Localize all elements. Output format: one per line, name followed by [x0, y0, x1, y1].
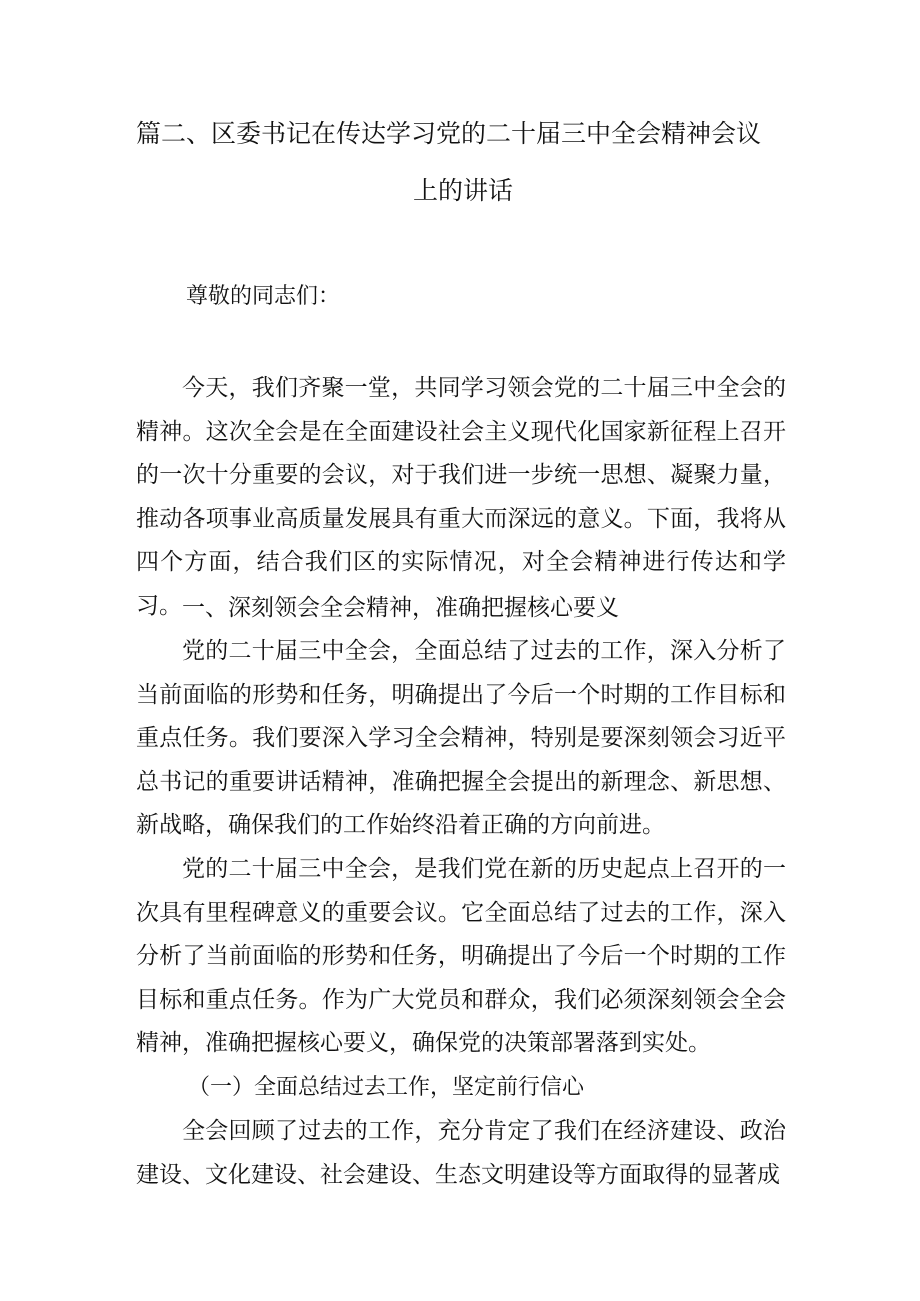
paragraph-section-1a: 党的二十届三中全会，全面总结了过去的工作，深入分析了当前面临的形势和任务，明确提出了今后一个时期的工作目标和重点任务。我们要深入学习全会精神，特别是要深刻领会习近平总书记的重要讲话精神，准确把握全会提出的新理念、新思想、新战略，确保我们的工作始终沿着正确的方向前进。 — [136, 638, 786, 838]
document-title-line-2: 上的讲话 — [413, 176, 514, 205]
paragraph-section-1b: 党的二十届三中全会，是我们党在新的历史起点上召开的一次具有里程碑意义的重要会议。它全面总结了过去的工作，深入分析了当前面临的形势和任务，明确提出了今后一个时期的工作目标和重点任务。作为广大党员和群众，我们必须深刻领会全会精神，准确把握核心要义，确保党的决策部署落到实处。 — [136, 856, 786, 1056]
salutation: 尊敬的同志们： — [186, 284, 341, 309]
document-title-line-1: 篇二、区委书记在传达学习党的二十届三中全会精神会议 — [136, 119, 762, 148]
subsection-heading-1: （一）全面总结过去工作，坚定前行信心 — [188, 1075, 585, 1100]
paragraph-subsection-1: 全会回顾了过去的工作，充分肯定了我们在经济建设、政治建设、文化建设、社会建设、生态文明建设等方面取得的显著成 — [136, 1118, 786, 1188]
section-heading-1: 一、深刻领会全会精神，准确把握核心要义 — [182, 595, 619, 621]
paragraph-intro: 今天，我们齐聚一堂，共同学习领会党的二十届三中全会的精神。这次全会是在全面建设社会主义现代化国家新征程上召开的一次十分重要的会议，对于我们进一步统一思想、凝聚力量，推动各项事业高质量发展具有重大而深远的意义。下面，我将从四个方面，结合我们区的实际情况，对全会精神进行传达和学习。 — [136, 375, 786, 619]
